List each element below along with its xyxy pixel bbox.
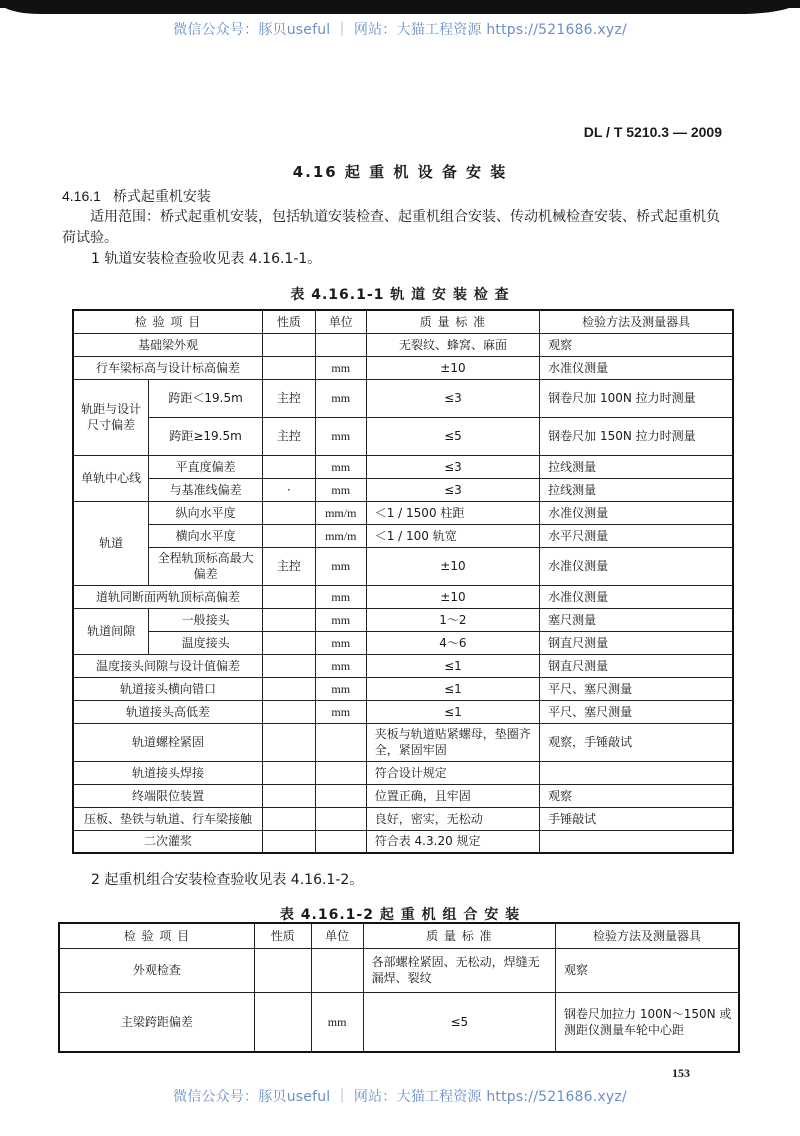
cell-nature xyxy=(254,992,311,1052)
section-title: 4.16 起 重 机 设 备 安 装 xyxy=(292,163,508,181)
table-row xyxy=(73,417,733,455)
cell-nature xyxy=(262,631,315,654)
cell-unit xyxy=(315,723,366,761)
group-track: 轨道 xyxy=(73,501,149,585)
cell-standard: ≤3 xyxy=(366,379,539,417)
cell-nature: 主控 xyxy=(262,379,315,417)
cell-item: 道轨同断面两轨顶标高偏差 xyxy=(73,585,262,608)
cell-item: 行车梁标高与设计标高偏差 xyxy=(73,356,262,379)
cell-nature xyxy=(262,677,315,700)
cell-item: 温度接头间隙与设计值偏差 xyxy=(73,654,262,677)
cell-nature: 主控 xyxy=(262,417,315,455)
cell-standard: 夹板与轨道贴紧螺母，垫圈齐全，紧固牢固 xyxy=(366,723,539,761)
cell-item: 全程轨顶标高最大偏差 xyxy=(149,547,263,585)
cell-method: 塞尺测量 xyxy=(540,608,733,631)
cell-unit: mm xyxy=(315,356,366,379)
cell-nature xyxy=(254,948,311,992)
cell-unit: mm xyxy=(315,379,366,417)
cell-unit: mm xyxy=(315,417,366,455)
cell-unit: mm xyxy=(315,677,366,700)
group-gap: 轨道间隙 xyxy=(73,608,149,654)
cell-unit xyxy=(315,830,366,853)
cell-standard: ≤5 xyxy=(363,992,555,1052)
cell-unit: mm xyxy=(315,654,366,677)
cell-item: 轨道螺栓紧固 xyxy=(73,723,262,761)
cell-nature xyxy=(262,585,315,608)
table-row xyxy=(59,992,739,1052)
cell-standard: 各部螺栓紧固、无松动，焊缝无漏焊、裂纹 xyxy=(363,948,555,992)
cell-nature xyxy=(262,455,315,478)
cell-method: 水平尺测量 xyxy=(540,524,733,547)
cell-method: 观察 xyxy=(540,784,733,807)
cell-standard: 无裂纹、蜂窝、麻面 xyxy=(366,333,539,356)
cell-method: 钢卷尺加 150N 拉力时测量 xyxy=(540,417,733,455)
table2-caption: 表 4.16.1-2 起 重 机 组 合 安 装 xyxy=(279,907,521,923)
cell-item: 平直度偏差 xyxy=(149,455,263,478)
cell-method: 平尺、塞尺测量 xyxy=(540,677,733,700)
cell-unit xyxy=(311,948,363,992)
cell-method: 钢直尺测量 xyxy=(540,654,733,677)
cell-standard: ≤3 xyxy=(366,455,539,478)
table-row xyxy=(73,784,733,807)
table-row xyxy=(73,524,733,547)
group-single-rail: 单轨中心线 xyxy=(73,455,149,501)
cell-unit xyxy=(315,784,366,807)
table-row xyxy=(73,723,733,761)
cell-standard: ±10 xyxy=(366,547,539,585)
cell-item: 温度接头 xyxy=(149,631,263,654)
subsection-heading xyxy=(62,186,211,206)
header-nature: 性质 xyxy=(254,923,311,948)
cell-item: 横向水平度 xyxy=(149,524,263,547)
table-row xyxy=(73,585,733,608)
cell-nature: · xyxy=(262,478,315,501)
header-unit: 单位 xyxy=(311,923,363,948)
item1-paragraph: 1 轨道安装检查验收见表 4.16.1-1。 xyxy=(91,251,322,267)
cell-nature xyxy=(262,654,315,677)
cell-nature xyxy=(262,356,315,379)
cell-unit: mm xyxy=(315,547,366,585)
cell-method: 拉线测量 xyxy=(540,478,733,501)
table-row xyxy=(73,654,733,677)
cell-standard: ≤1 xyxy=(366,677,539,700)
cell-method: 水准仪测量 xyxy=(540,501,733,524)
page-number: 153 xyxy=(672,1066,690,1080)
cell-standard: 良好，密实，无松动 xyxy=(366,807,539,830)
subsection-title: 桥式起重机安装 xyxy=(112,189,211,205)
cell-nature xyxy=(262,608,315,631)
table-row xyxy=(73,333,733,356)
cell-standard: 位置正确，且牢固 xyxy=(366,784,539,807)
cell-item: 纵向水平度 xyxy=(149,501,263,524)
cell-standard: 1～2 xyxy=(366,608,539,631)
cell-method: 水准仪测量 xyxy=(540,356,733,379)
cell-item: 外观检查 xyxy=(59,948,254,992)
header-item: 检 验 项 目 xyxy=(73,310,262,333)
cell-item: 一般接头 xyxy=(149,608,263,631)
cell-method: 拉线测量 xyxy=(540,455,733,478)
subsection-number: 4.16.1 xyxy=(62,188,101,204)
cell-method: 水准仪测量 xyxy=(540,585,733,608)
group-gauge: 轨距与设计尺寸偏差 xyxy=(73,379,149,455)
scope-paragraph: 适用范围：桥式起重机安装，包括轨道安装检查、起重机组合安装、传动机械检查安装、桥式起重机负荷试验。 xyxy=(62,209,720,246)
cell-standard: 符合设计规定 xyxy=(366,761,539,784)
cell-standard: ＜1 / 100 轨宽 xyxy=(366,524,539,547)
cell-standard: 符合表 4.3.20 规定 xyxy=(366,830,539,853)
cell-item: 二次灌浆 xyxy=(73,830,262,853)
cell-unit: mm xyxy=(315,455,366,478)
cell-unit: mm xyxy=(311,992,363,1052)
scan-edge-shadow xyxy=(0,0,800,14)
header-method: 检验方法及测量器具 xyxy=(540,310,733,333)
header-unit: 单位 xyxy=(315,310,366,333)
cell-method: 水准仪测量 xyxy=(540,547,733,585)
cell-standard: ≤1 xyxy=(366,700,539,723)
cell-unit: mm xyxy=(315,608,366,631)
cell-nature xyxy=(262,723,315,761)
cell-standard: ＜1 / 1500 柱距 xyxy=(366,501,539,524)
table1-caption: 表 4.16.1-1 轨 道 安 装 检 查 xyxy=(290,287,510,303)
table-row xyxy=(73,608,733,631)
cell-method: 手锤敲试 xyxy=(540,807,733,830)
table-header-row xyxy=(59,923,739,948)
cell-unit xyxy=(315,807,366,830)
standard-number: DL / T 5210.3 — 2009 xyxy=(583,124,722,140)
table-row xyxy=(73,631,733,654)
cell-method xyxy=(540,830,733,853)
cell-item: 终端限位装置 xyxy=(73,784,262,807)
cell-unit xyxy=(315,761,366,784)
cell-unit: mm xyxy=(315,478,366,501)
cell-method: 钢卷尺加 100N 拉力时测量 xyxy=(540,379,733,417)
cell-item: 基础梁外观 xyxy=(73,333,262,356)
cell-nature xyxy=(262,807,315,830)
track-installation-table xyxy=(72,309,734,854)
table-row xyxy=(73,501,733,524)
table-row xyxy=(73,547,733,585)
cell-item: 压板、垫铁与轨道、行车梁接触 xyxy=(73,807,262,830)
table-row xyxy=(73,379,733,417)
cell-unit: mm xyxy=(315,700,366,723)
cell-unit: mm xyxy=(315,585,366,608)
cell-standard: ±10 xyxy=(366,356,539,379)
cell-item: 与基准线偏差 xyxy=(149,478,263,501)
table-row xyxy=(59,948,739,992)
cell-nature xyxy=(262,501,315,524)
header-standard: 质 量 标 准 xyxy=(363,923,555,948)
table-row xyxy=(73,830,733,853)
watermark-top: 微信公众号：豚贝useful ｜ 网站：大猫工程资源 https://521686.xyz/ xyxy=(173,22,627,38)
table-row xyxy=(73,761,733,784)
watermark-bottom: 微信公众号：豚贝useful ｜ 网站：大猫工程资源 https://521686.xyz/ xyxy=(173,1089,627,1105)
table-row xyxy=(73,677,733,700)
cell-item: 轨道接头横向错口 xyxy=(73,677,262,700)
crane-assembly-table xyxy=(58,922,740,1053)
cell-item: 轨道接头焊接 xyxy=(73,761,262,784)
cell-standard: 4～6 xyxy=(366,631,539,654)
header-nature: 性质 xyxy=(262,310,315,333)
table-header-row xyxy=(73,310,733,333)
cell-standard: ±10 xyxy=(366,585,539,608)
cell-standard: ≤5 xyxy=(366,417,539,455)
cell-standard: ≤3 xyxy=(366,478,539,501)
table-row xyxy=(73,356,733,379)
header-method: 检验方法及测量器具 xyxy=(556,923,740,948)
cell-unit: mm/m xyxy=(315,501,366,524)
cell-nature xyxy=(262,524,315,547)
cell-unit xyxy=(315,333,366,356)
cell-item: 跨距≥19.5m xyxy=(149,417,263,455)
cell-nature xyxy=(262,784,315,807)
cell-method: 平尺、塞尺测量 xyxy=(540,700,733,723)
table-row xyxy=(73,807,733,830)
cell-unit: mm/m xyxy=(315,524,366,547)
cell-method: 观察 xyxy=(540,333,733,356)
cell-method: 钢直尺测量 xyxy=(540,631,733,654)
cell-item: 主梁跨距偏差 xyxy=(59,992,254,1052)
table-row xyxy=(73,478,733,501)
cell-nature xyxy=(262,761,315,784)
cell-method: 钢卷尺加拉力 100N～150N 或测距仪测量车轮中心距 xyxy=(556,992,740,1052)
cell-nature: 主控 xyxy=(262,547,315,585)
header-item: 检 验 项 目 xyxy=(59,923,254,948)
cell-method: 观察 xyxy=(556,948,740,992)
cell-item: 轨道接头高低差 xyxy=(73,700,262,723)
cell-nature xyxy=(262,333,315,356)
cell-nature xyxy=(262,830,315,853)
cell-item: 跨距＜19.5m xyxy=(149,379,263,417)
cell-method: 观察，手锤敲试 xyxy=(540,723,733,761)
cell-method xyxy=(540,761,733,784)
cell-unit: mm xyxy=(315,631,366,654)
table-row xyxy=(73,455,733,478)
header-standard: 质 量 标 准 xyxy=(366,310,539,333)
cell-standard: ≤1 xyxy=(366,654,539,677)
item2-paragraph: 2 起重机组合安装检查验收见表 4.16.1-2。 xyxy=(91,872,364,888)
table-row xyxy=(73,700,733,723)
cell-nature xyxy=(262,700,315,723)
